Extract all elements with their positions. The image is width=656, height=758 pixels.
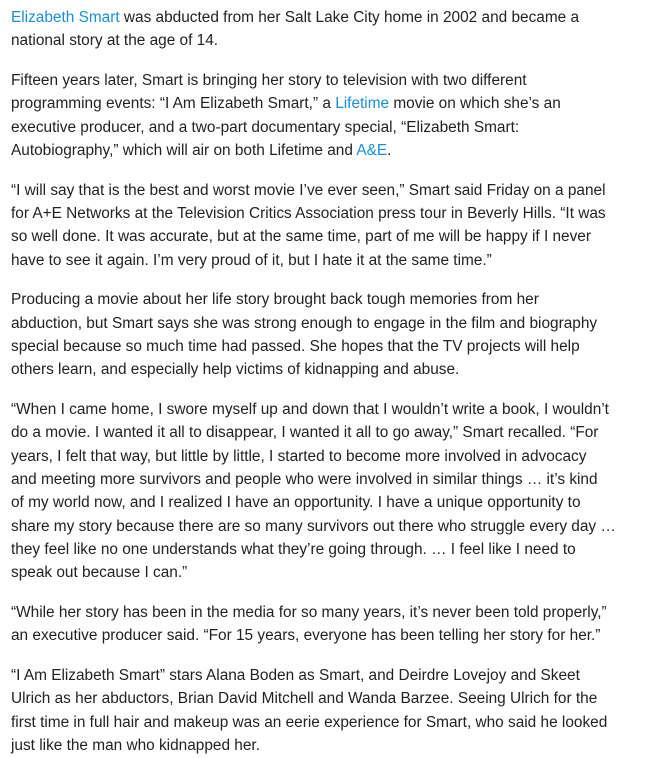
link-ae[interactable]: A&E (356, 141, 388, 159)
paragraph-1 (11, 6, 656, 53)
paragraph-2-text-a: Fifteen years later, Smart is bringing her story to television with two different programming events: “I Am Elizabeth Smart,” a (11, 72, 527, 113)
paragraph-5: “When I came home, I swore myself up and down that I wouldn’t write a book, I wouldn’t do a movie. I wanted it all to disappear, I wanted it all to go away,” Smart recalled. “For years, I felt that way, but little by little, I started to become more involved in advocacy and meeting more survivors and people who were involved in similar things … it’s kind of my world now, and I realized I have an opportunity. I have a unique opportunity to share my story because there are so many survivors out there who struggle every day … they feel like no one understands what they’re going through. … I feel like I need to speak out because I can.” (11, 401, 616, 582)
link-elizabeth-smart[interactable]: Elizabeth Smart (11, 9, 120, 26)
paragraph-2 (11, 69, 656, 162)
paragraph-2-text-c: . (387, 141, 392, 159)
paragraph-7: “I Am Elizabeth Smart” stars Alana Boden as Smart, and Deirdre Lovejoy and Skeet Ulrich as her abductors, Brian David Mitchell and Wanda Barzee. Seeing Ulrich for the first time in full hair and makeup was an eerie experience for Smart, who said he looked just like the man who kidnapped her. (11, 667, 608, 755)
paragraph-6: “While her story has been in the media for so many years, it’s never been told properly,” an executive producer said. “For 15 years, everyone has been telling her story for her.” (11, 604, 607, 645)
paragraph-4: Producing a movie about her life story brought back tough memories from her abduction, but Smart says she was strong enough to engage in the film and biography special because so much time had passed. She hopes that the TV projects will help others learn, and especially help victims of kidnapping and abuse. (11, 291, 598, 379)
paragraph-3: “I will say that is the best and worst movie I’ve ever seen,” Smart said Friday on a panel for A+E Networks at the Television Critics Association press tour in Beverly Hills. “It was so well done. It was accurate, but at the same time, part of me will be happy if I never have to see it again. I’m very proud of it, but I hate it at the same time.” (11, 181, 606, 269)
link-lifetime[interactable]: Lifetime (335, 95, 390, 113)
paragraph-2-text-b: movie on which she’s an executive producer, and a two-part documentary special, “Elizabeth Smart: Autobiography,” which will air on both Lifetime and (11, 95, 561, 159)
paragraph-1-text: was abducted from her Salt Lake City home in 2002 and became a national story at the age of 14. (11, 9, 580, 50)
